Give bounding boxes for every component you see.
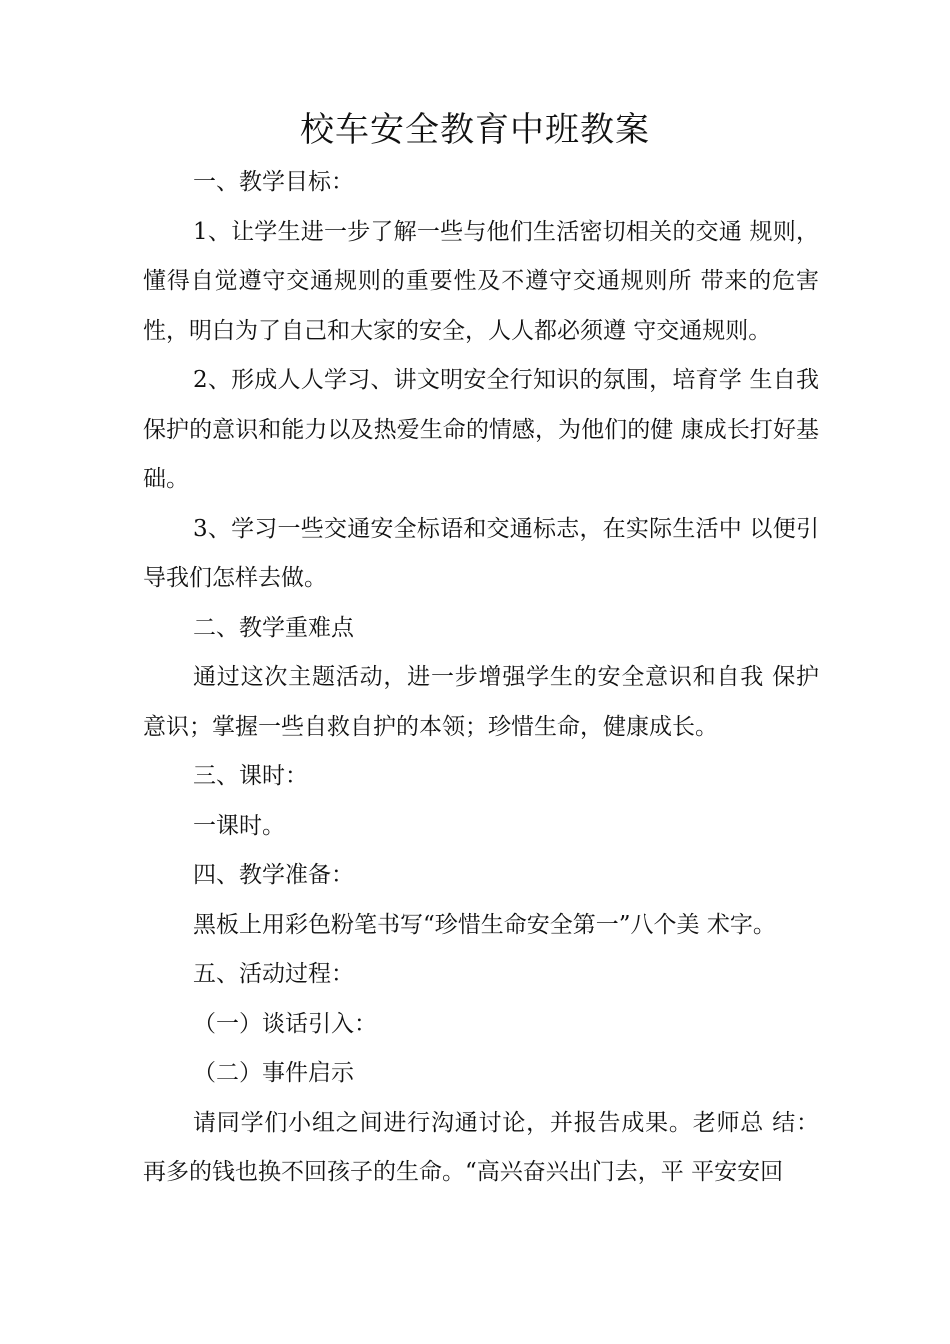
- process-step-events: （二）事件启示: [193, 1060, 354, 1086]
- document-title: 校车安全教育中班教案: [300, 110, 650, 150]
- objective-paragraph-1: 1、让学生进一步了解一些与他们生活密切相关的交通 规则，懂得自觉遵守交通规则的重要性及不遵守交通规则所 带来的危害性，明白为了自己和大家的安全，人人都必须遵 守交通规则。: [143, 218, 819, 344]
- section-heading-process: 五、活动过程：: [193, 961, 354, 987]
- objective-paragraph-2: 2、形成人人学习、讲文明安全行知识的氛围，培育学 生自我保护的意识和能力以及热爱生命的情感，为他们的健 康成长打好基础。: [143, 367, 819, 492]
- objective-paragraph-3: 3、学习一些交通安全标语和交通标志，在实际生活中 以便引导我们怎样去做。: [143, 515, 819, 591]
- preparation-paragraph: 黑板上用彩色粉笔书写“珍惜生命安全第一”八个美 术字。: [193, 911, 776, 938]
- section-heading-key-points: 二、教学重难点: [193, 614, 354, 641]
- section-heading-objectives: 一、教学目标：: [193, 169, 354, 195]
- periods-paragraph: 一课时。: [193, 812, 285, 839]
- document-body: [143, 158, 819, 1198]
- events-paragraph: 请同学们小组之间进行沟通讨论，并报告成果。老师总 结：再多的钱也换不回孩子的生命。“高兴奋兴出门去，平 平安安回: [143, 1109, 819, 1185]
- process-step-intro: （一）谈话引入：: [193, 1010, 377, 1037]
- section-heading-preparation: 四、教学准备：: [193, 862, 354, 888]
- key-points-paragraph: 通过这次主题活动，进一步增强学生的安全意识和自我 保护意识；掌握一些自救自护的本领；珍惜生命，健康成长。: [143, 664, 819, 740]
- section-heading-periods: 三、课时：: [193, 763, 308, 789]
